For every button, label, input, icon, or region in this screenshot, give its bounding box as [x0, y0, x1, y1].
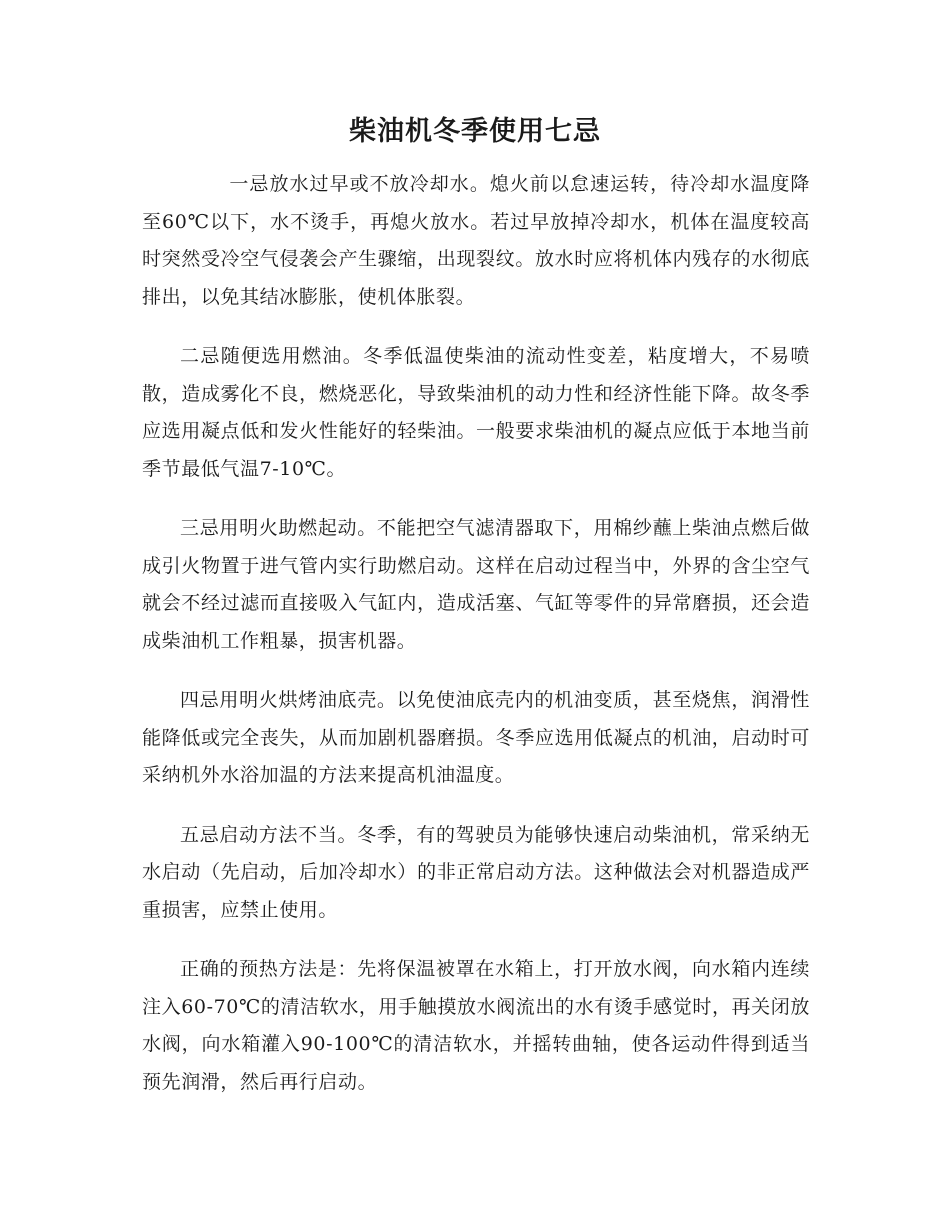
paragraph-2: 二忌随便选用燃油。冬季低温使柴油的流动性变差，粘度增大，不易喷散，造成雾化不良，燃烧恶化，导致柴油机的动力性和经济性能下降。故冬季应选用凝点低和发火性能好的轻柴油。一般要求柴油机的凝点应低于本地当前季节最低气温7-10℃。 [142, 345, 810, 480]
paragraph-6: 正确的预热方法是：先将保温被罩在水箱上，打开放水阀，向水箱内连续注入60-70℃的清洁软水，用手触摸放水阀流出的水有烫手感觉时，再关闭放水阀，向水箱灌入90-100℃的清洁软水，并摇转曲轴，使各运动件得到适当预先润滑，然后再行启动。 [142, 958, 810, 1093]
paragraph-5: 五忌启动方法不当。冬季，有的驾驶员为能够快速启动柴油机，常采纳无水启动（先启动，后加冷却水）的非正常启动方法。这种做法会对机器造成严重损害，应禁止使用。 [142, 823, 810, 921]
document-body [142, 166, 810, 1123]
paragraph-3: 三忌用明火助燃起动。不能把空气滤清器取下，用棉纱蘸上柴油点燃后做成引火物置于进气管内实行助燃启动。这样在启动过程当中，外界的含尘空气就会不经过滤而直接吸入气缸内，造成活塞、气缸等零件的异常磨损，还会造成柴油机工作粗暴，损害机器。 [142, 517, 810, 652]
paragraph-1: 一忌放水过早或不放冷却水。熄火前以怠速运转，待冷却水温度降至60℃以下，水不烫手，再熄火放水。若过早放掉冷却水，机体在温度较高时突然受冷空气侵袭会产生骤缩，出现裂纹。放水时应将机体内残存的水彻底排出，以免其结冰膨胀，使机体胀裂。 [142, 173, 810, 308]
document-title: 柴油机冬季使用七忌 [349, 116, 601, 147]
paragraph-4: 四忌用明火烘烤油底壳。以免使油底壳内的机油变质，甚至烧焦，润滑性能降低或完全丧失，从而加剧机器磨损。冬季应选用低凝点的机油，启动时可采纳机外水浴加温的方法来提高机油温度。 [142, 689, 810, 786]
